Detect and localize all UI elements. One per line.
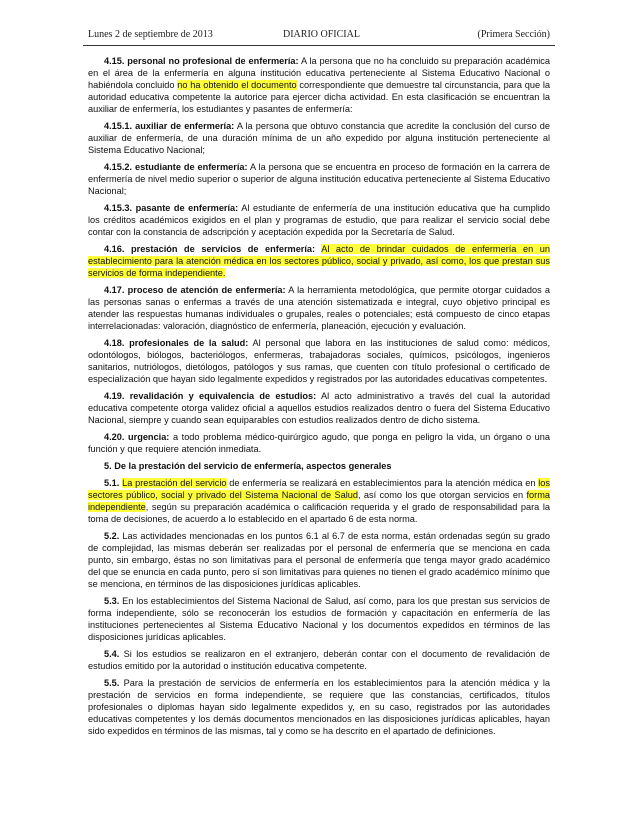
term: 4.15. personal no profesional de enfermería:: [104, 56, 299, 66]
definition-4-15-2: 4.15.2. estudiante de enfermería: A la persona que se encuentra en proceso de formación en la carrera de enfermería de nivel medio superior o superior de alguna institución educativa perteneciente al Sistema Educativo Nacional;: [88, 162, 550, 196]
clause-5-2: 5.2. Las actividades mencionadas en los puntos 6.1 al 6.7 de esta norma, están ordenadas según su grado de complejidad, las mismas deberán ser realizadas por el personal de enfermería que se menciona en cada punto, sin embargo, éstas no son limitativas para el personal de enfermería que tenga mayor grado académico del que se enuncia en cada punto, pero sí son limitativas para quienes no tienen el grado académico mínimo que se menciona, en términos de las disposiciones jurídicas aplicables.: [88, 531, 550, 589]
definition-4-15: 4.15. personal no profesional de enfermería: A la persona que no ha concluido su preparación académica en el área de la enfermería en alguna institución educativa perteneciente al Sistema Educativo Nacional o habiéndola concluido no ha obtenido el documento correspondiente que demuestre tal circunstancia, para que la autoridad educativa competente la autorice para ejercer dicha actividad. En esta clasificación se encuentran la auxiliar de enfermería, los estudiantes y pasantes de enfermería:: [88, 56, 551, 114]
term: 4.19. revalidación y equivalencia de estudios:: [104, 391, 317, 401]
definition-4-15-3: 4.15.3. pasante de enfermería: Al estudiante de enfermería de una institución educativa que ha cumplido los créditos académicos exigidos en el plan y programas de estudio, que para realizar el servicio social debe contar con la constancia de adscripción y aceptación expedida por la Secretaría de Salud.: [88, 203, 550, 237]
header-date: Lunes 2 de septiembre de 2013: [88, 29, 213, 40]
term: 4.16. prestación de servicios de enfermería:: [104, 244, 316, 254]
header-publication: DIARIO OFICIAL: [283, 29, 360, 40]
clause-5-3: 5.3. En los establecimientos del Sistema Nacional de Salud, así como, para los que prestan sus servicios de forma independiente, sólo se reconocerán los estudios de formación y capacitación en enfermería de las instituciones pertenecientes al Sistema Educativo Nacional y los documentos expedidos en términos de las disposiciones jurídicas aplicables.: [88, 596, 550, 642]
clause-number: 5.1.: [104, 478, 120, 488]
definition-4-17: 4.17. proceso de atención de enfermería: A la herramienta metodológica, que permite otorgar cuidados a las personas sanas o enfermas a través de una atención sistematizada e integral, cuyo objetivo principal es atender las respuestas humanas individuales o grupales, reales o potenciales; está compuesto de cinco etapas interrelacionadas: valoración, diagnóstico de enfermería, planeación, ejecución y evaluación.: [88, 285, 550, 331]
highlight: no ha obtenido el documento: [177, 80, 297, 90]
definition-4-19: 4.19. revalidación y equivalencia de estudios: Al acto administrativo a través del cual la autoridad educativa competente otorga validez oficial a aquellos estudios realizados dentro o fuera del Sistema Educativo Nacional, siempre y cuando sean equiparables con estudios realizados dentro de dicho sistema.: [88, 391, 550, 425]
clause-5-1: 5.1. La prestación del servicio de enfermería se realizará en establecimientos para la atención médica en los sectores público, social y privado del Sistema Nacional de Salud, así como los que otorgan servicios en forma independiente, según su preparación académica o calificación requerida y el grado de responsabilidad para la toma de decisiones, de acuerdo a lo establecido en el apartado 6 de esta norma.: [88, 478, 551, 524]
highlight: La prestación del servicio: [122, 478, 227, 488]
clause-number: 5.3.: [104, 596, 120, 606]
clause-5-5: 5.5. Para la prestación de servicios de enfermería en los establecimientos para la atención médica y la prestación de servicios en forma independiente, se requiere que las constancias, certificados, títulos profesionales o diplomas hayan sido legalmente expedidos y, en su caso, registrados por las autoridades educativas competentes y los demás documentos mencionados en las disposiciones jurídicas aplicables, hayan sido expedidos en términos de las mismas, tal y como se ha descrito en el apartado de definiciones.: [88, 678, 550, 736]
definition-4-16: [88, 243, 550, 279]
clause-number: 5.4.: [104, 649, 120, 659]
term: 4.20. urgencia:: [104, 432, 170, 442]
highlight: los sectores público, social y privado del Sistema Nacional de Salud: [88, 478, 551, 500]
page-header: [88, 29, 550, 43]
clause-number: 5.2.: [104, 531, 120, 541]
highlight: Al acto de brindar cuidados de enfermería en un establecimiento para la atención médica en los sectores público, social y privado, así como, los que prestan sus servicios de forma independiente.: [88, 244, 551, 278]
clause-number: 5.5.: [104, 678, 120, 688]
term: 4.18. profesionales de la salud:: [104, 338, 249, 348]
definition-4-15-1: 4.15.1. auxiliar de enfermería: A la persona que obtuvo constancia que acredite la conclusión del curso de auxiliar de enfermería, de una duración mínima de un año expedido por alguna institución perteneciente al Sistema Educativo Nacional;: [88, 121, 550, 155]
highlight: forma independiente: [88, 490, 550, 512]
header-section: (Primera Sección): [477, 29, 550, 40]
definition-4-20: 4.20. urgencia: a todo problema médico-quirúrgico agudo, que ponga en peligro la vida, un órgano o una función y que requiere atención inmediata.: [88, 432, 551, 454]
header-rule: [83, 45, 555, 46]
clause-5-4: 5.4. Si los estudios se realizaron en el extranjero, deberán contar con el documento de revalidación de estudios emitido por la autoridad o institución educativa competente.: [88, 649, 550, 671]
section-5-heading: [88, 460, 550, 472]
term: 4.15.2. estudiante de enfermería:: [104, 162, 248, 172]
term: 4.17. proceso de atención de enfermería:: [104, 285, 286, 295]
document-body: [88, 55, 550, 742]
term: 4.15.3. pasante de enfermería:: [104, 203, 239, 213]
term: 4.15.1. auxiliar de enfermería:: [104, 121, 235, 131]
definition-4-18: 4.18. profesionales de la salud: Al personal que labora en las instituciones de salud como: médicos, odontólogos, biólogos, bacteriólogos, enfermeras, trabajadoras sociales, químicos, psicólogos, ingenieros sanitarios, nutriólogos, dietólogos, patólogos y sus ramas, que cuenten con título profesional o certificado de especialización que hayan sido legalmente expedidos y registrados por las autoridades educativas competentes.: [88, 338, 550, 384]
section-title: 5. De la prestación del servicio de enfermería, aspectos generales: [104, 461, 392, 471]
